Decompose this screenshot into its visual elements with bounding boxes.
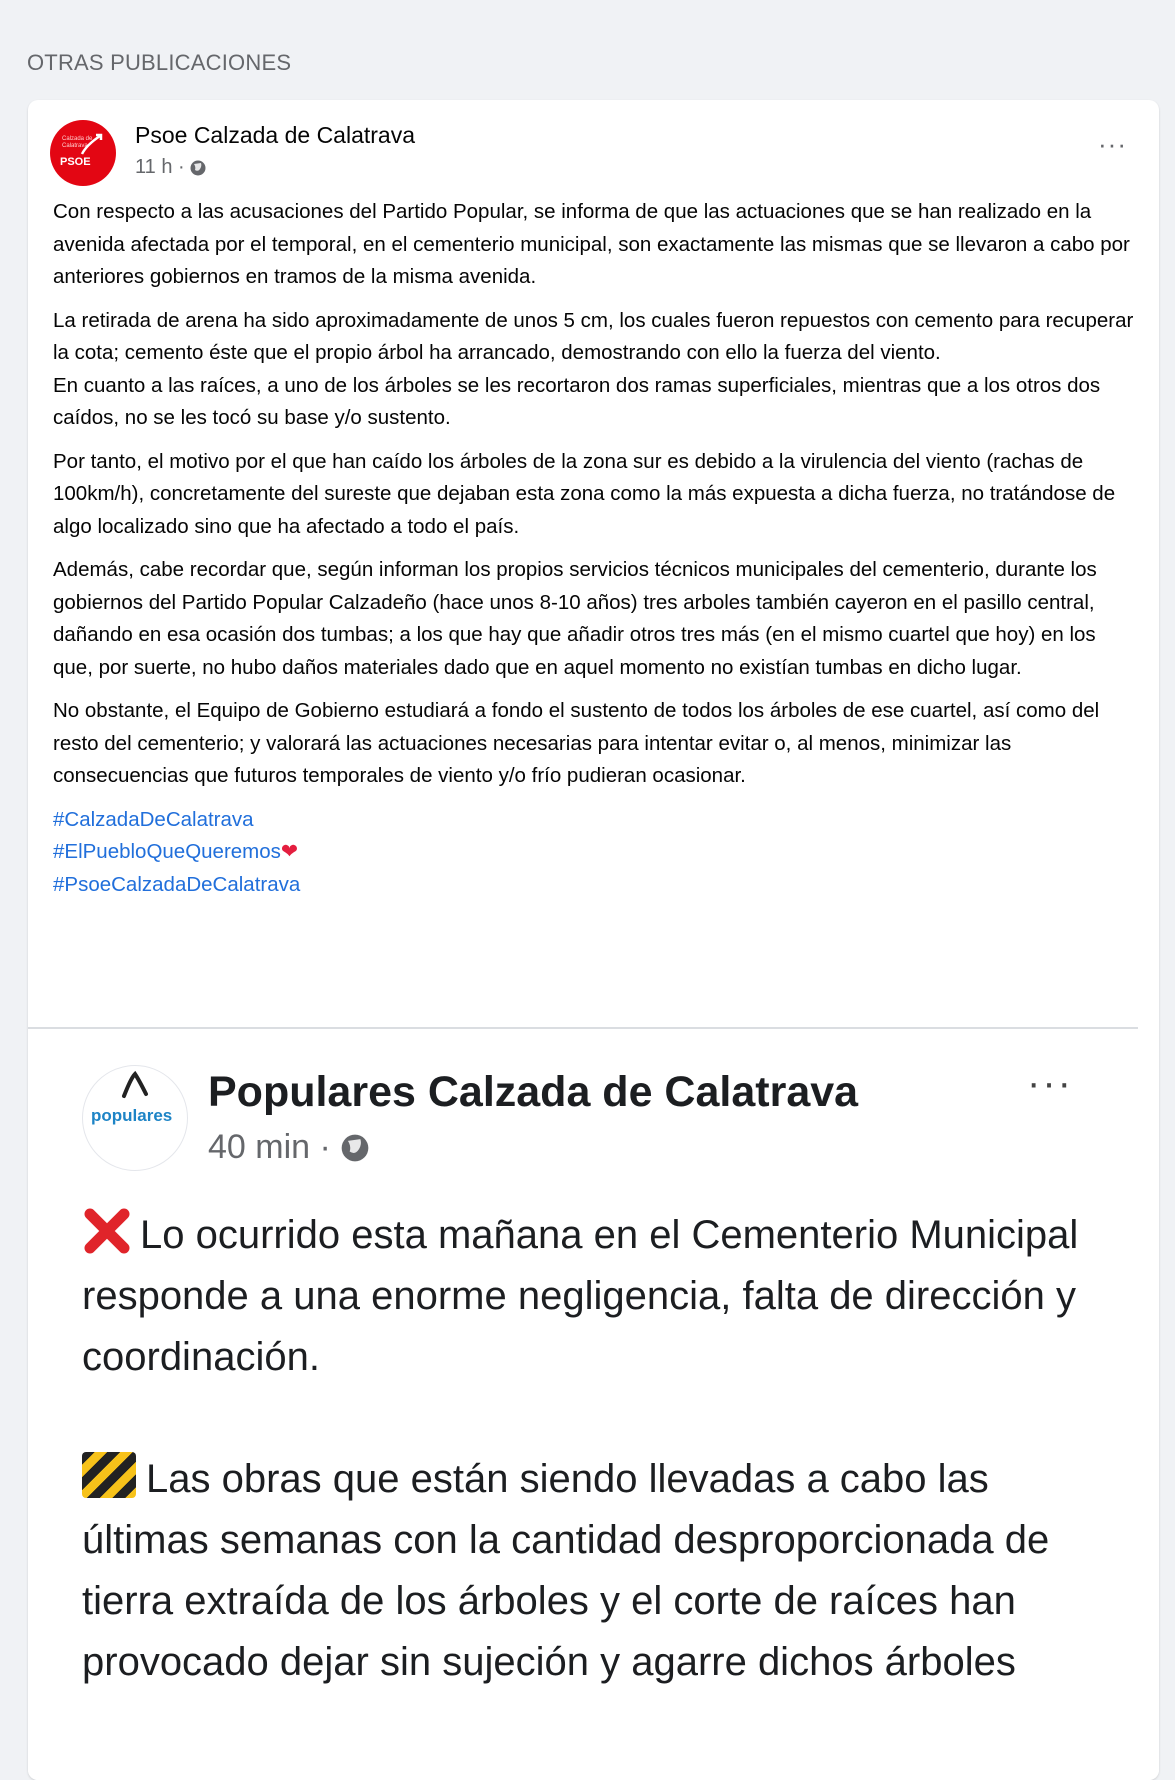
- post-meta: [135, 156, 207, 179]
- cross-mark-icon: [82, 1206, 132, 1256]
- post-paragraph: Con respecto a las acusaciones del Partido Popular, se informa de que las actuaciones que se han realizado en la avenida afectada por el temporal, en el cementerio municipal, son exactamente las mismas que se llevaron a cabo por anteriores gobiernos en tramos de la misma avenida.: [53, 200, 1130, 288]
- construction-icon: [82, 1452, 136, 1498]
- avatar-label: populares: [91, 1106, 173, 1125]
- hashtag-link[interactable]: #ElPuebloQueQueremos❤: [53, 840, 299, 863]
- post-paragraph: La retirada de arena ha sido aproximadamente de unos 5 cm, los cuales fueron repuestos con cemento para recuperar la cota; cemento éste que el propio árbol ha arrancado, demostrando con ello la fuerza del viento. En cuanto a las raíces, a uno de los árboles se les recortaron dos ramas superficiales, mientras que a los otros dos caídos, no se les tocó su base y/o sustento.: [53, 308, 1134, 429]
- globe-icon: [189, 159, 207, 177]
- more-options-button[interactable]: ···: [1098, 129, 1127, 159]
- shared-screenshot-image[interactable]: [28, 1030, 1159, 1780]
- post-paragraph: Por tanto, el motivo por el que han caído los árboles de la zona sur es debido a la virulencia del viento (rachas de 100km/h), concretamente del sureste que dejaban esta zona como la más expuesta a dicha fuerza, no tratándose de algo localizado sino que ha afectado a todo el país.: [53, 449, 1116, 538]
- section-title: OTRAS PUBLICACIONES: [27, 50, 292, 75]
- shared-paragraph: Las obras que están siendo llevadas a cabo las últimas semanas con la cantidad desproporcionada de tierra extraída de los árboles y el corte de raíces han provocado dejar sin sujeción y agarre dichos árboles: [82, 1449, 1122, 1693]
- hashtag-link[interactable]: #CalzadaDeCalatrava: [53, 807, 254, 831]
- avatar-small-text: Calzada de Calatrava: [62, 136, 93, 149]
- hashtag-link[interactable]: #PsoeCalzadaDeCalatrava: [53, 872, 301, 896]
- post-body: [53, 196, 1138, 901]
- psoe-logo-icon[interactable]: [50, 120, 116, 186]
- shared-time: 40 min ·: [208, 1128, 331, 1166]
- post-time[interactable]: 11 h ·: [135, 156, 185, 178]
- rose-icon: [78, 132, 104, 158]
- shared-paragraph: Lo ocurrido esta mañana en el Cementerio Municipal responde a una enorme negligencia, falta de dirección y coordinación.: [82, 1205, 1122, 1388]
- post-paragraph: Además, cabe recordar que, según informan los propios servicios técnicos municipales del cementerio, durante los gobiernos del Partido Popular Calzadeño (hace unos 8-10 años) tres arboles también cayeron en el pasillo central, dañando en esa ocasión dos tumbas; a los que hay que añadir otros tres más (en el mismo cuartel que hoy) en los que, por suerte, no hubo daños materiales dado que en aquel momento no existían tumbas en dicho lugar.: [53, 558, 1097, 679]
- post-header: [50, 118, 1137, 188]
- heart-icon: ❤: [280, 840, 299, 863]
- shared-author: Populares Calzada de Calatrava: [208, 1068, 859, 1116]
- post-paragraph: No obstante, el Equipo de Gobierno estudiará a fondo el sustento de todos los árboles de ese cuartel, así como del resto del cementerio; y valorará las actuaciones necesarias para intentar evitar o, al menos, minimizar las consecuencias que futuros temporales de viento y/o frío pudieran ocasionar.: [53, 699, 1100, 787]
- shared-body: [82, 1205, 1122, 1754]
- post-card: [28, 100, 1159, 1780]
- gull-icon: [121, 1070, 149, 1100]
- hashtag-list: [53, 804, 1138, 902]
- shared-meta: [208, 1128, 371, 1167]
- divider: [28, 1027, 1138, 1029]
- populares-logo-icon: [82, 1065, 188, 1171]
- shared-more-icon: ···: [1027, 1061, 1073, 1105]
- avatar-label: PSOE: [60, 156, 91, 168]
- post-author[interactable]: Psoe Calzada de Calatrava: [135, 122, 415, 148]
- globe-icon: [339, 1132, 371, 1164]
